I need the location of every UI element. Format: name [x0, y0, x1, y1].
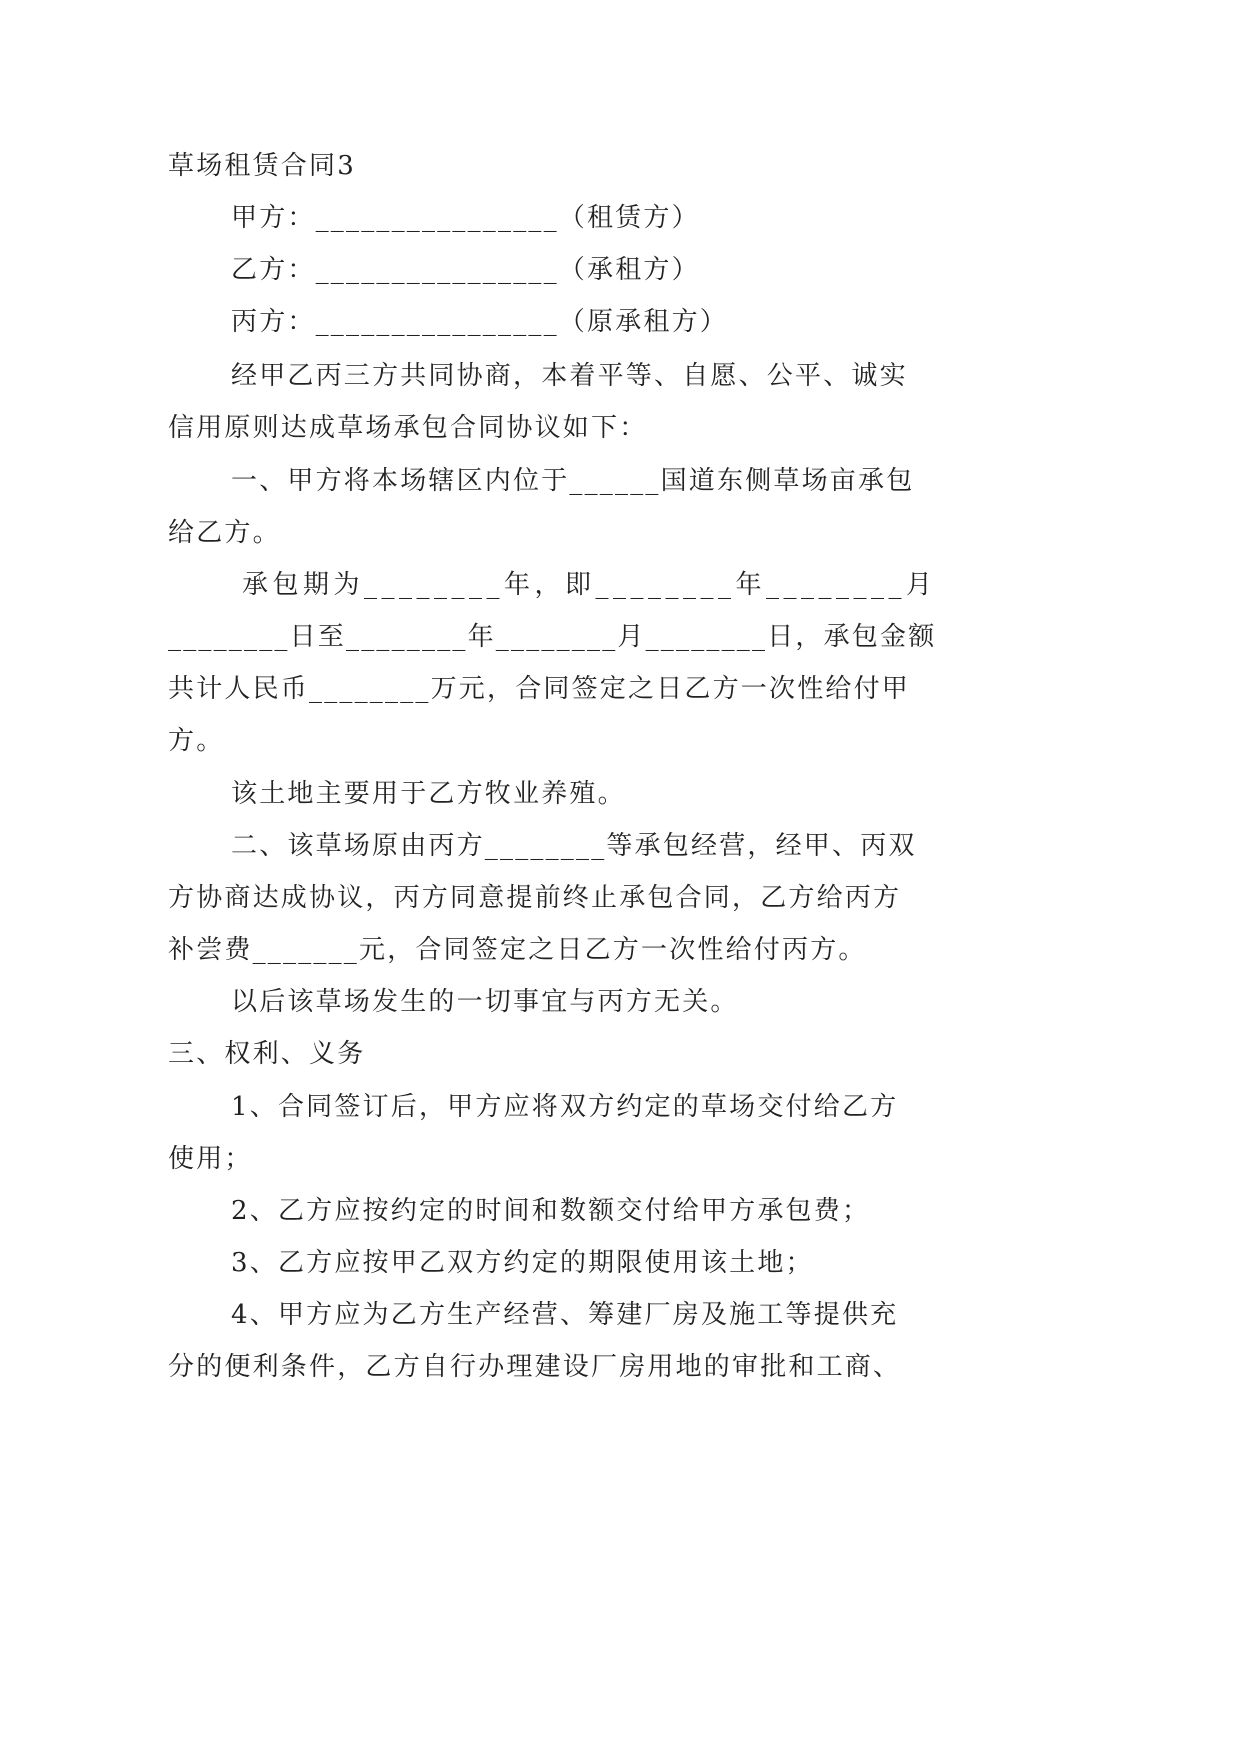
- paragraph-line: 信用原则达成草场承包合同协议如下：: [168, 413, 648, 443]
- paragraph-line: 方。: [168, 726, 225, 756]
- paragraph-line: 补尝费_______元，合同签定之日乙方一次性给付丙方。: [168, 935, 867, 965]
- paragraph-line: 4、甲方应为乙方生产经营、筹建厂房及施工等提供充: [231, 1300, 899, 1330]
- paragraph-line: 一、甲方将本场辖区内位于______国道东侧草场亩承包: [231, 466, 915, 496]
- section-heading: 三、权利、义务: [168, 1039, 366, 1069]
- paragraph-line: 二、该草场原由丙方________等承包经营，经甲、丙双: [231, 831, 917, 861]
- document-title: 草场租赁合同3: [168, 151, 356, 181]
- party-a-line: 甲方：________________（租赁方）: [231, 203, 700, 233]
- paragraph-line: 承包期为________年，即________年________月: [242, 570, 937, 600]
- paragraph-line: 共计人民币________万元，合同签定之日乙方一次性给付甲: [168, 674, 911, 704]
- paragraph-line: 该土地主要用于乙方牧业养殖。: [231, 779, 626, 809]
- paragraph-line: ________日至________年________月________日，承包金额: [168, 622, 937, 652]
- paragraph-line: 给乙方。: [168, 518, 281, 548]
- party-c-line: 丙方：________________（原承租方）: [231, 307, 729, 337]
- paragraph-line: 2、乙方应按约定的时间和数额交付给甲方承包费；: [231, 1196, 871, 1226]
- paragraph-line: 3、乙方应按甲乙双方约定的期限使用该土地；: [231, 1248, 814, 1278]
- paragraph-line: 使用；: [168, 1144, 253, 1174]
- party-b-line: 乙方：________________（承租方）: [231, 255, 700, 285]
- paragraph-line: 方协商达成协议，丙方同意提前终止承包合同，乙方给丙方: [168, 883, 902, 913]
- paragraph-line: 分的便利条件，乙方自行办理建设厂房用地的审批和工商、: [168, 1352, 902, 1382]
- paragraph-line: 1、合同签订后，甲方应将双方约定的草场交付给乙方: [231, 1092, 899, 1122]
- paragraph-line: 经甲乙丙三方共同协商，本着平等、自愿、公平、诚实: [231, 361, 908, 391]
- paragraph-line: 以后该草场发生的一切事宜与丙方无关。: [231, 987, 739, 1017]
